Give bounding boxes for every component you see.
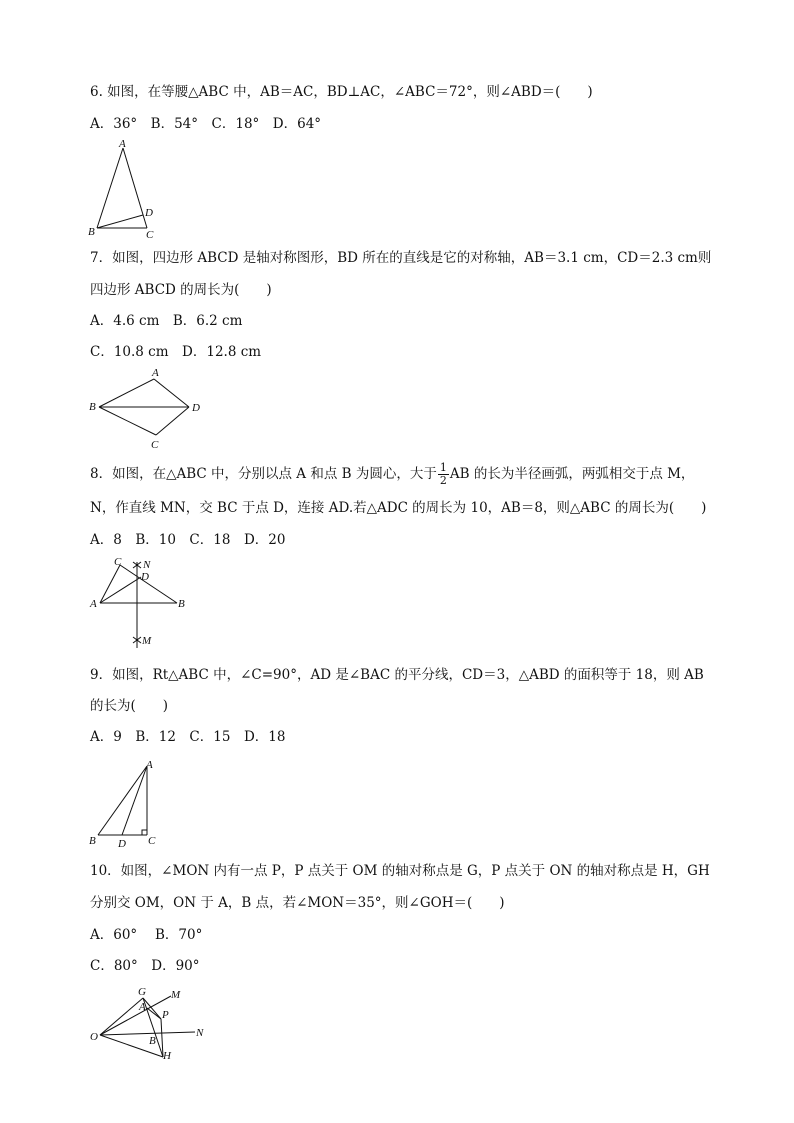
q8-label-m: M	[142, 635, 152, 647]
q10-options-line1: A．60° B．70°	[90, 927, 203, 943]
q10-label-b: B	[149, 1035, 156, 1047]
q8-frac-num: 1	[439, 461, 447, 474]
q6-label-c: C	[146, 229, 154, 240]
q10-text-line2: 分别交 OM，ON 于 A，B 点，若∠MON＝35°，则∠GOH＝( )	[90, 895, 505, 911]
q7-label-d: D	[192, 402, 200, 414]
q9-label-a: A	[146, 759, 153, 771]
q8-fraction	[438, 462, 449, 487]
q9-label-b: B	[89, 835, 96, 847]
q7-figure	[85, 362, 215, 452]
q8-label-b: B	[178, 598, 185, 610]
q8-label-c: C	[114, 556, 122, 568]
q8-options: A．8 B．10 C．18 D．20	[90, 532, 286, 548]
q10-text-line1: 10．如图，∠MON 内有一点 P，P 点关于 OM 的轴对称点是 G，P 点关于 ON 的轴对称点是 H，GH	[90, 863, 710, 879]
q10-label-a: A	[139, 1001, 146, 1013]
q10-options-line2: C．80° D．90°	[90, 958, 200, 974]
q8-text-post: AB 的长为半径画弧，两弧相交于点 M，	[449, 466, 695, 482]
q8-text-line1	[90, 461, 694, 487]
q8-label-d: D	[141, 571, 149, 583]
q8-label-a: A	[90, 598, 97, 610]
q9-figure	[85, 752, 175, 852]
q8-text-line2: N，作直线 MN，交 BC 于点 D，连接 AD.若△ADC 的周长为 10，AB＝8，则△ABC 的周长为( )	[90, 500, 707, 516]
q9-label-c: C	[148, 835, 156, 847]
q7-label-b: B	[89, 401, 96, 413]
q6-label-a: A	[119, 138, 126, 150]
q7-text-line2: 四边形 ABCD 的周长为( )	[90, 282, 272, 298]
q8-label-n: N	[143, 559, 151, 571]
q6-figure	[85, 135, 165, 240]
q6-options: A．36° B．54° C．18° D．64°	[90, 116, 322, 132]
q10-label-g: G	[138, 986, 146, 998]
q10-label-p: P	[162, 1009, 169, 1021]
q6-text: 6. 如图，在等腰△ABC 中，AB＝AC，BD⊥AC，∠ABC＝72°，则∠ABD＝( )	[90, 84, 593, 100]
q8-figure	[85, 552, 205, 652]
q10-label-h: H	[163, 1050, 171, 1062]
q9-text-line1: 9．如图，Rt△ABC 中，∠C=90°，AD 是∠BAC 的平分线，CD＝3，△ABD 的面积等于 18，则 AB	[90, 667, 704, 683]
q7-options-line2: C．10.8 cm D．12.8 cm	[90, 344, 262, 360]
q6-label-d: D	[145, 207, 153, 219]
q7-label-a: A	[152, 367, 159, 379]
q6-label-b: B	[88, 226, 95, 238]
q8-text-pre: 8．如图，在△ABC 中，分别以点 A 和点 B 为圆心，大于	[90, 466, 437, 482]
q9-text-line2: 的长为( )	[90, 698, 169, 714]
q10-label-n: N	[196, 1027, 204, 1039]
q10-label-o: O	[90, 1031, 98, 1043]
q7-options-line1: A．4.6 cm B．6.2 cm	[90, 313, 243, 329]
q10-figure	[85, 978, 215, 1068]
q10-label-m: M	[171, 989, 181, 1001]
q7-label-c: C	[151, 439, 159, 451]
q8-frac-den: 2	[439, 474, 447, 487]
q9-label-d: D	[118, 838, 126, 850]
q9-options: A．9 B．12 C．15 D．18	[90, 729, 286, 745]
q7-text-line1: 7．如图，四边形 ABCD 是轴对称图形，BD 所在的直线是它的对称轴，AB＝3.1 cm，CD＝2.3 cm则	[90, 250, 712, 266]
